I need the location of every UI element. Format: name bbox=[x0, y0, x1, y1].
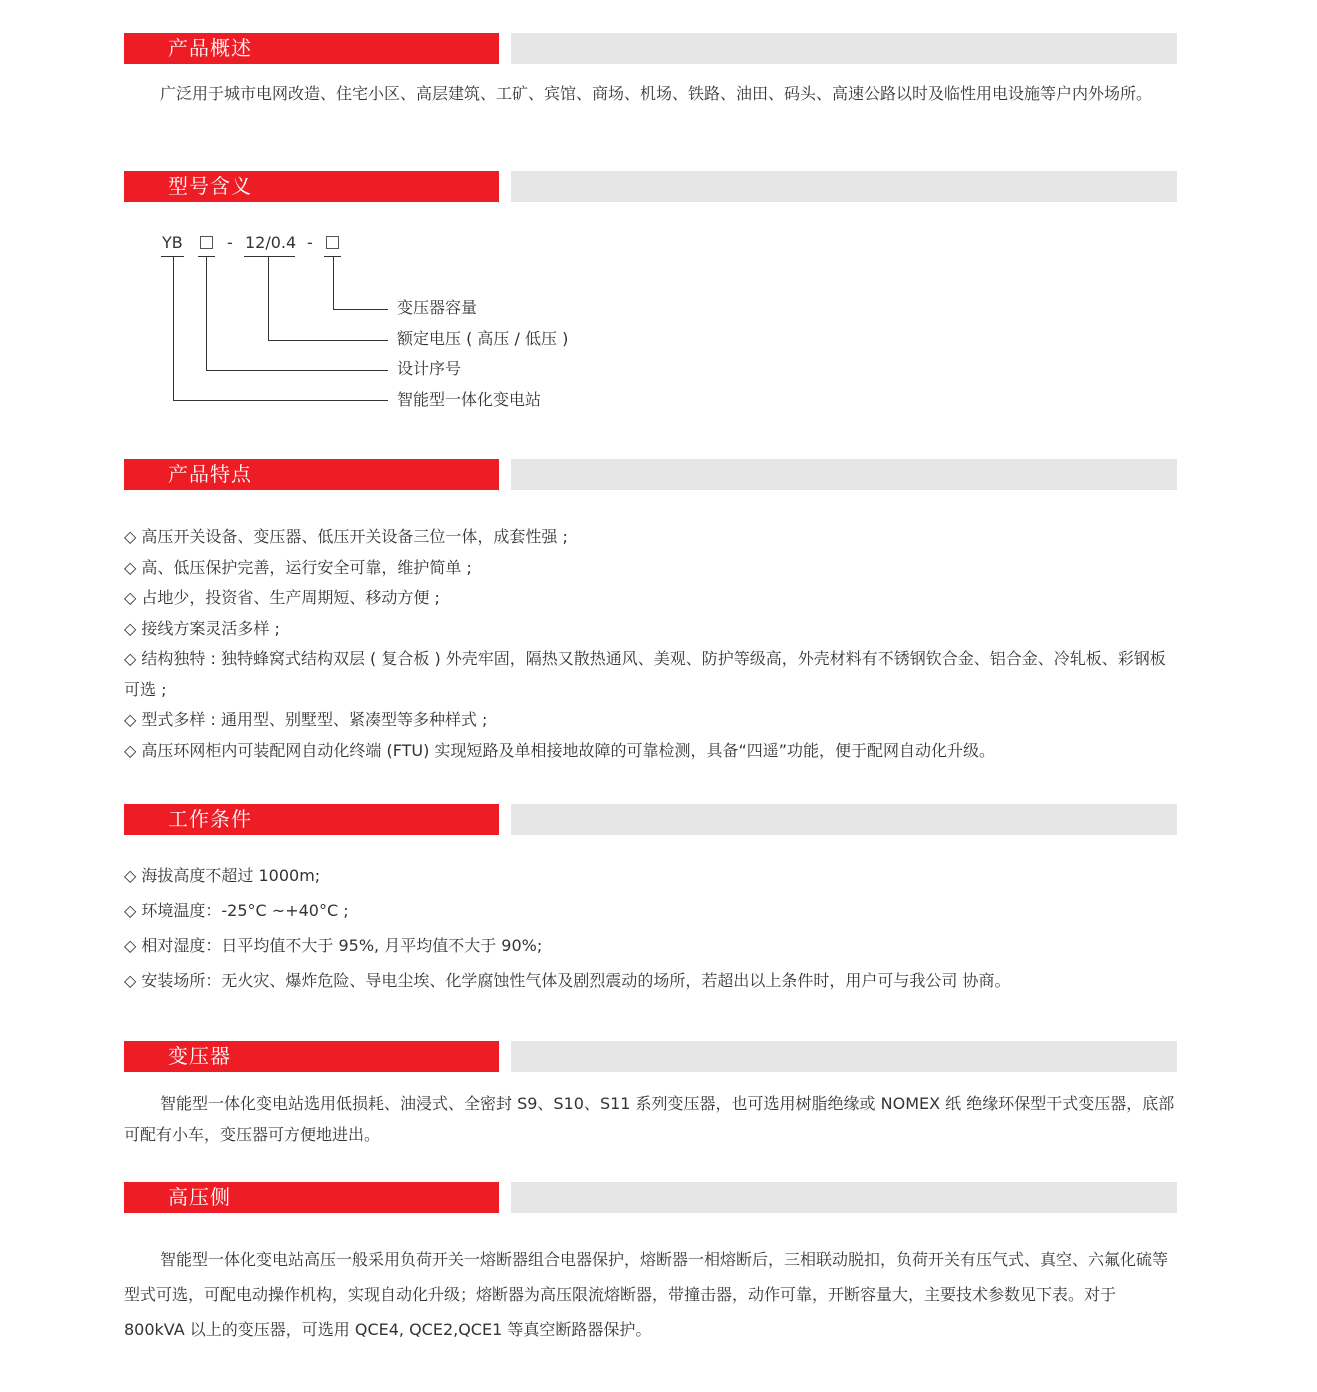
leader-prefix-v bbox=[173, 256, 174, 400]
features-list bbox=[124, 522, 1177, 766]
section-title: 工作条件 bbox=[168, 807, 252, 831]
list-item: ◇ 型式多样 : 通用型、别墅型、紧凑型等多种样式 ; bbox=[124, 710, 488, 729]
model-voltage: 12/0.4 bbox=[245, 233, 297, 252]
section-title: 型号含义 bbox=[168, 174, 252, 198]
list-item: ◇ 接线方案灵活多样 ; bbox=[124, 618, 280, 638]
placeholder-box-series bbox=[200, 236, 213, 249]
highvoltage-text: 智能型一体化变电站高压一般采用负荷开关一熔断器组合电器保护，熔断器一相熔断后，三相联动脱扣，负荷开关有压气式、真空、六氟化硫等型式可选，可配电动操作机构，实现自动化升级；熔断器为高压限流熔断器，带撞击器，动作可靠，开断容量大，主要技术参数见下表。对于 800kVA 以上的变压器，可选用 QCE4, QCE2,QCE1 等真空断路器保护。 bbox=[124, 1250, 1169, 1339]
section-divider-bar bbox=[511, 459, 1177, 490]
conditions-list bbox=[124, 858, 1177, 998]
model-label-product: 智能型一体化变电站 bbox=[397, 390, 542, 409]
list-item: ◇ 高、低压保护完善，运行安全可靠，维护简单 ; bbox=[124, 557, 472, 577]
section-title: 产品概述 bbox=[168, 36, 252, 60]
leader-series-v bbox=[206, 256, 207, 370]
model-code-prefix: YB bbox=[162, 233, 183, 252]
leader-prefix-h bbox=[173, 400, 388, 401]
list-item: ◇ 环境温度：-25°C ~+40°C ; bbox=[124, 901, 349, 920]
model-label-capacity: 变压器容量 bbox=[397, 298, 478, 317]
leader-capacity-h bbox=[333, 309, 388, 310]
list-item: ◇ 相对湿度：日平均值不大于 95%, 月平均值不大于 90%; bbox=[124, 936, 543, 955]
model-dash: - bbox=[307, 233, 313, 252]
model-dash: - bbox=[227, 233, 233, 252]
section-title: 产品特点 bbox=[168, 462, 252, 486]
section-title-bar bbox=[124, 804, 499, 835]
section-divider-bar bbox=[511, 804, 1177, 835]
placeholder-box-capacity bbox=[326, 236, 339, 249]
leader-capacity-v bbox=[333, 256, 334, 309]
model-label-voltage: 额定电压 ( 高压 / 低压 ) bbox=[397, 329, 569, 348]
list-item: ◇ 结构独特 : 独特蜂窝式结构双层 ( 复合板 ) 外壳牢固，隔热又散热通风、美观、防护等级高，外壳材料有不锈钢钦合金、铝合金、冷轧板、彩钢板可选 ; bbox=[124, 649, 1166, 699]
section-title: 变压器 bbox=[168, 1044, 231, 1068]
section-title: 高压侧 bbox=[168, 1185, 231, 1209]
list-item: ◇ 占地少，投资省、生产周期短、移动方便 ; bbox=[124, 588, 440, 607]
overview-text: 广泛用于城市电网改造、住宅小区、高层建筑、工矿、宾馆、商场、机场、铁路、油田、码头、高速公路以时及临性用电设施等户内外场所。 bbox=[160, 84, 1153, 103]
section-header-conditions bbox=[124, 804, 1177, 835]
model-label-series: 设计序号 bbox=[397, 359, 462, 378]
section-title-bar bbox=[124, 1041, 499, 1072]
list-item: ◇ 海拔高度不超过 1000m; bbox=[124, 866, 321, 885]
transformer-text: 智能型一体化变电站选用低损耗、油浸式、全密封 S9、S10、S11 系列变压器，也可选用树脂绝缘或 NOMEX 纸 绝缘环保型干式变压器，底部可配有小车，变压器可方便地进出。 bbox=[124, 1094, 1175, 1144]
section-title-bar bbox=[124, 1182, 499, 1213]
model-designation-diagram bbox=[0, 0, 1317, 460]
list-item: ◇ 高压开关设备、变压器、低压开关设备三位一体，成套性强 ; bbox=[124, 527, 568, 546]
leader-voltage-h bbox=[268, 340, 388, 341]
list-item: ◇ 高压环网柜内可装配网自动化终端 (FTU) 实现短路及单相接地故障的可靠检测，具备“四遥”功能，便于配网自动化升级。 bbox=[124, 740, 996, 760]
section-header-features bbox=[124, 459, 1177, 490]
underline-voltage bbox=[244, 256, 295, 257]
list-item: ◇ 安装场所：无火灾、爆炸危险、导电尘埃、化学腐蚀性气体及剧烈震动的场所，若超出以上条件时，用户可与我公司 协商。 bbox=[124, 971, 1011, 990]
section-header-transformer bbox=[124, 1041, 1177, 1072]
section-header-highvoltage bbox=[124, 1182, 1177, 1213]
section-title-bar bbox=[124, 459, 499, 490]
section-divider-bar bbox=[511, 1041, 1177, 1072]
section-divider-bar bbox=[511, 1182, 1177, 1213]
leader-voltage-v bbox=[268, 256, 269, 340]
leader-series-h bbox=[206, 370, 388, 371]
